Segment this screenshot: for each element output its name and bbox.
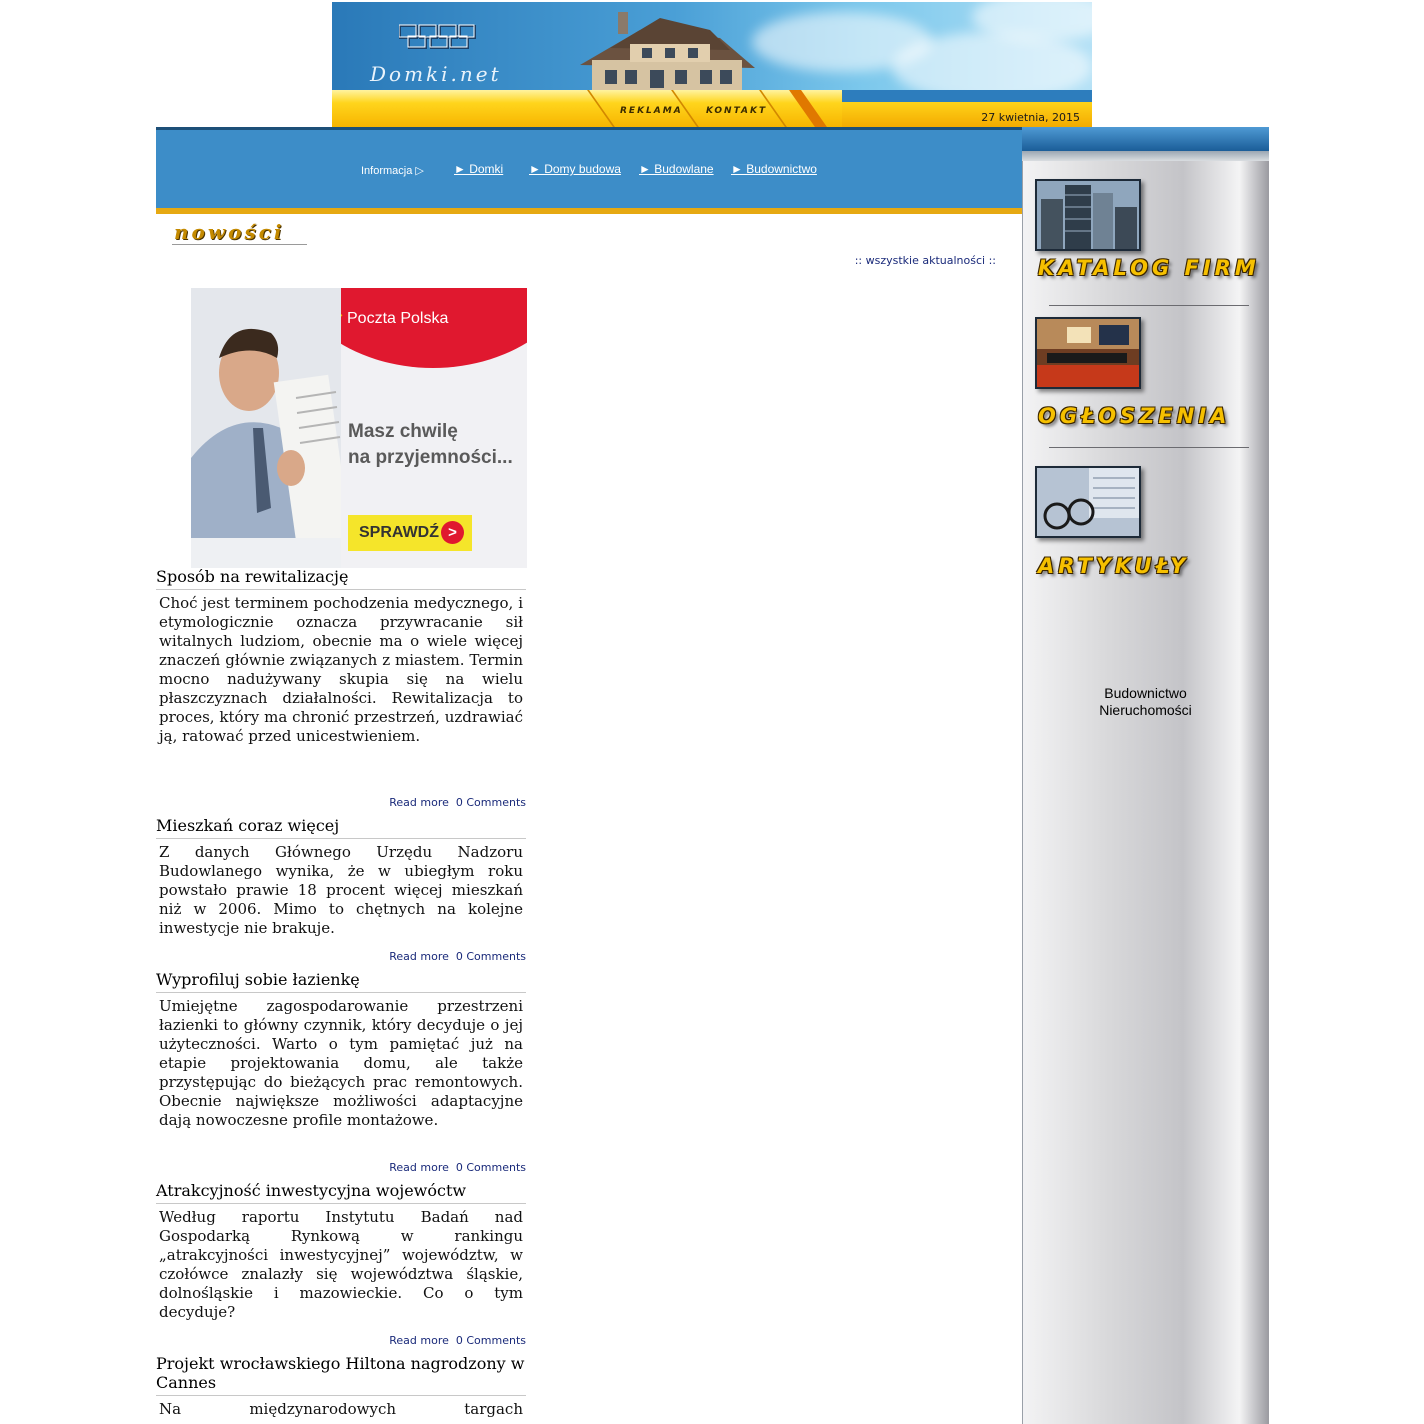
nav-reklama[interactable]: REKLAMA <box>620 106 683 116</box>
site-banner <box>332 2 1092 127</box>
advertisement-banner[interactable] <box>191 288 527 568</box>
article-title[interactable]: Atrakcyjność inwestycyjna wojewóctw <box>156 1181 526 1204</box>
sidebar-footer-links <box>1022 685 1269 719</box>
all-news-link[interactable]: :: wszystkie aktualności :: <box>854 254 996 267</box>
ad-message-line: na przyjemności... <box>348 447 513 468</box>
nav-info-label: Informacja ▷ <box>361 165 424 177</box>
sidebar-divider <box>1049 305 1249 306</box>
comments-link[interactable]: 0 Comments <box>455 950 526 963</box>
nav-link-domy-budowa[interactable]: ► Domy budowa <box>529 162 621 176</box>
article-body: Na międzynarodowych targach <box>159 1400 523 1418</box>
sidebar-link-nieruchomosci[interactable]: Nieruchomości <box>1099 702 1192 718</box>
article-title[interactable]: Mieszkań coraz więcej <box>156 816 526 839</box>
comments-link[interactable]: 0 Comments <box>455 1334 526 1347</box>
logo-icon <box>399 22 477 52</box>
article-body: Choć jest terminem pochodzenia medycznego, i etymologicznie oznacza przywracanie sił witalnych ludziom, obecnie ma o wiele więcej znaczeń głównie związanych z miastem. Termin mocno nadużywany skupia się na wielu płaszczyznach działalności. Rewitalizacja to proces, który ma chronić przestrzeń, uzdrawiać ją, ratować przed unicestwieniem. <box>159 594 523 745</box>
article-links <box>156 1161 526 1174</box>
sidebar-divider <box>1049 447 1249 448</box>
ad-message <box>348 419 523 471</box>
article-links <box>156 1334 526 1347</box>
article-body: Z danych Głównego Urzędu Nadzoru Budowlanego wynika, że w ubiegłym roku powstało prawie 18 procent więcej mieszkań niż w 2006. Mimo to chętnych na kolejne inwestycje nie brakuje. <box>159 843 523 937</box>
nav-link-budowlane[interactable]: ► Budowlane <box>639 162 714 176</box>
article-title[interactable]: Sposób na rewitalizację <box>156 567 526 590</box>
article-body: Umiejętne zagospodarowanie przestrzeni łazienki to główny czynnik, który decyduje o jej użyteczności. Warto o tym pamiętać już na etapie projektowania domu, ale także przystępując do bieżących prac remontowych. Obecnie największe możliwości adaptacyjne dają nowoczesne profile montażowe. <box>159 997 523 1129</box>
comments-link[interactable]: 0 Comments <box>455 796 526 809</box>
ad-message-line: Masz chwilę <box>348 421 458 442</box>
article-links <box>156 796 526 809</box>
banner-blue-strip <box>842 90 1092 102</box>
news-heading: nowości <box>174 220 285 244</box>
read-more-link[interactable]: Read more <box>389 1334 449 1347</box>
comments-link[interactable]: 0 Comments <box>455 1161 526 1174</box>
navbar-bottom-stripe <box>156 208 1022 214</box>
sidebar-link-budownictwo[interactable]: Budownictwo <box>1104 685 1187 701</box>
read-more-link[interactable]: Read more <box>389 796 449 809</box>
read-more-link[interactable]: Read more <box>389 1161 449 1174</box>
artykuly-photo[interactable] <box>1035 466 1141 538</box>
katalog-firm-photo[interactable] <box>1035 179 1141 251</box>
article-title[interactable]: Wyprofiluj sobie łazienkę <box>156 970 526 993</box>
article-links <box>156 950 526 963</box>
current-date: 27 kwietnia, 2015 <box>981 111 1080 124</box>
sidebar-katalog-firm[interactable]: KATALOG FIRM <box>1038 256 1260 280</box>
site-logo-text[interactable]: Domki.net <box>370 62 502 86</box>
man-reading-newspaper-image <box>191 288 341 568</box>
article-body: Według raportu Instytutu Badań nad Gospodarką Rynkową w rankingu „atrakcyjności inwestycyjnej” województw, w czołówce znalazły się województwa śląskie, dolnośląskie i mazowieckie. Co o tym decyduje? <box>159 1208 523 1321</box>
news-heading-underline <box>172 244 307 245</box>
ad-brand: Poczta Polska <box>347 310 449 327</box>
arrow-right-icon: > <box>441 521 464 544</box>
sidebar-ogloszenia[interactable]: OGŁOSZENIA <box>1038 404 1231 428</box>
ogloszenia-photo[interactable] <box>1035 317 1141 389</box>
article-title[interactable]: Projekt wrocławskiego Hiltona nagrodzony w Cannes <box>156 1354 526 1396</box>
nav-link-domki[interactable]: ► Domki <box>454 162 504 176</box>
sidebar-header-bar <box>1022 127 1269 151</box>
ad-check-button[interactable] <box>348 515 472 551</box>
nav-link-budownictwo[interactable]: ► Budownictwo <box>731 162 817 176</box>
read-more-link[interactable]: Read more <box>389 950 449 963</box>
ad-button-label: SPRAWDŹ <box>359 524 439 541</box>
sidebar-artykuly[interactable]: ARTYKUŁY <box>1038 554 1190 578</box>
nav-kontakt[interactable]: KONTAKT <box>706 106 768 116</box>
sidebar-header-shade <box>1022 151 1269 161</box>
